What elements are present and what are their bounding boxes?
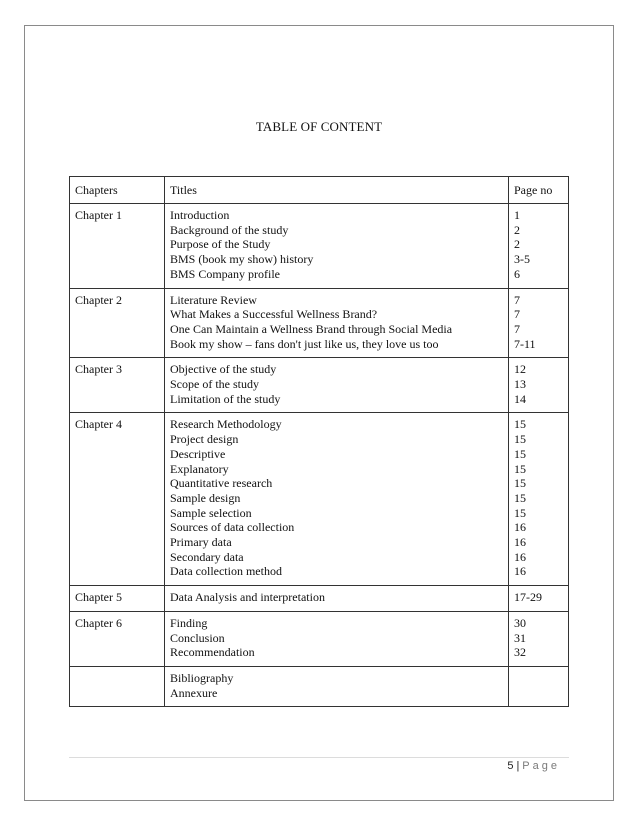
titles-cell [165, 586, 509, 612]
toc-entry-title: Book my show – fans don't just like us, they love us too [170, 336, 439, 351]
toc-entry-title: Conclusion [170, 630, 225, 645]
toc-entry-title: Sample selection [170, 505, 252, 520]
toc-row [70, 288, 569, 358]
toc-row [70, 666, 569, 706]
document-title: TABLE OF CONTENT [255, 119, 383, 134]
toc-entry-title: Project design [170, 432, 239, 447]
toc-entry-page: 16 [514, 520, 526, 535]
pages-cell [509, 666, 569, 706]
toc-entry-page: 16 [514, 564, 526, 579]
toc-entry-title: BMS Company profile [170, 266, 280, 281]
toc-entry-page: 15 [514, 505, 526, 520]
page-footer [507, 760, 560, 772]
toc-entry-page: 15 [514, 417, 526, 432]
toc-table [69, 176, 569, 707]
toc-entry-title: Objective of the study [170, 362, 277, 377]
pages-cell [509, 288, 569, 358]
toc-entry-title: Purpose of the Study [170, 237, 271, 252]
toc-entry-page: 13 [514, 377, 526, 392]
toc-entry-page: 2 [514, 222, 520, 237]
toc-entry-title: One Can Maintain a Wellness Brand through Social Media [170, 321, 453, 336]
toc-entry-page: 15 [514, 490, 526, 505]
toc-row [70, 204, 569, 289]
toc-entry-title: Explanatory [170, 461, 229, 476]
titles-cell [165, 288, 509, 358]
titles-cell [165, 611, 509, 666]
toc-entry-title: Background of the study [170, 222, 289, 237]
toc-row [70, 358, 569, 413]
chapter-cell [70, 666, 165, 706]
toc-entry-title: Annexure [170, 685, 218, 700]
header-chapters: Chapters [70, 177, 165, 204]
chapter-cell: Chapter 4 [70, 413, 165, 586]
toc-entry-page: 15 [514, 432, 526, 447]
chapter-cell: Chapter 6 [70, 611, 165, 666]
pages-cell [509, 413, 569, 586]
toc-entry-page: 2 [514, 237, 520, 252]
chapter-cell: Chapter 1 [70, 204, 165, 289]
toc-entry-page: 7 [514, 307, 520, 322]
toc-entry-page: 14 [514, 391, 526, 406]
titles-cell [165, 358, 509, 413]
toc-row [70, 611, 569, 666]
toc-row [70, 586, 569, 612]
chapter-cell: Chapter 3 [70, 358, 165, 413]
titles-cell [165, 204, 509, 289]
footer-page-label: Page [522, 760, 560, 772]
chapter-cell: Chapter 2 [70, 288, 165, 358]
toc-entry-title: Quantitative research [170, 476, 273, 491]
toc-entry-page: 31 [514, 630, 526, 645]
toc-entry-title: Secondary data [170, 549, 244, 564]
pages-cell [509, 586, 569, 612]
toc-entry-page: 15 [514, 446, 526, 461]
toc-entry-title: Literature Review [170, 292, 257, 307]
toc-entry-title: Bibliography [170, 670, 234, 685]
toc-entry-title: Scope of the study [170, 377, 259, 392]
toc-entry-title: Introduction [170, 208, 230, 222]
pages-cell [509, 204, 569, 289]
footer-separator: | [516, 760, 520, 772]
toc-entry-page: 16 [514, 549, 526, 564]
toc-entry-page: 30 [514, 615, 526, 630]
titles-cell [165, 413, 509, 586]
toc-entry-title: Data Analysis and interpretation [170, 590, 325, 605]
titles-cell [165, 666, 509, 706]
toc-entry-title: Sources of data collection [170, 520, 295, 535]
toc-entry-page: 6 [514, 266, 520, 281]
toc-entry-page: 15 [514, 476, 526, 491]
pages-cell [509, 611, 569, 666]
toc-entry-page: 7-11 [514, 336, 536, 351]
toc-entry-title: Sample design [170, 490, 241, 505]
toc-entry-title: What Makes a Successful Wellness Brand? [170, 307, 378, 322]
toc-entry-page: 12 [514, 362, 526, 377]
chapter-cell: Chapter 5 [70, 586, 165, 612]
toc-entry-page: 7 [514, 292, 520, 307]
toc-entry-title: BMS (book my show) history [170, 252, 314, 267]
toc-entry-page: 17-29 [514, 590, 542, 605]
toc-entry-page: 7 [514, 321, 520, 336]
toc-entry-page: 15 [514, 461, 526, 476]
header-page-no: Page no [509, 177, 569, 204]
toc-entry-title: Limitation of the study [170, 391, 281, 406]
toc-header-row [70, 177, 569, 204]
toc-entry-title: Research Methodology [170, 417, 282, 432]
toc-entry-page: 16 [514, 535, 526, 550]
toc-body [70, 177, 569, 707]
footer-page-number: 5 [507, 760, 514, 772]
toc-entry-page: 1 [514, 208, 520, 222]
toc-entry-title: Primary data [170, 535, 232, 550]
toc-entry-title: Data collection method [170, 564, 282, 579]
toc-entry-title: Finding [170, 615, 208, 630]
footer-rule [69, 757, 569, 758]
toc-entry-page: 3-5 [514, 252, 530, 267]
toc-row [70, 413, 569, 586]
toc-entry-page: 32 [514, 645, 526, 660]
toc-entry-title: Descriptive [170, 446, 226, 461]
pages-cell [509, 358, 569, 413]
toc-entry-title: Recommendation [170, 645, 255, 660]
header-titles: Titles [165, 177, 509, 204]
